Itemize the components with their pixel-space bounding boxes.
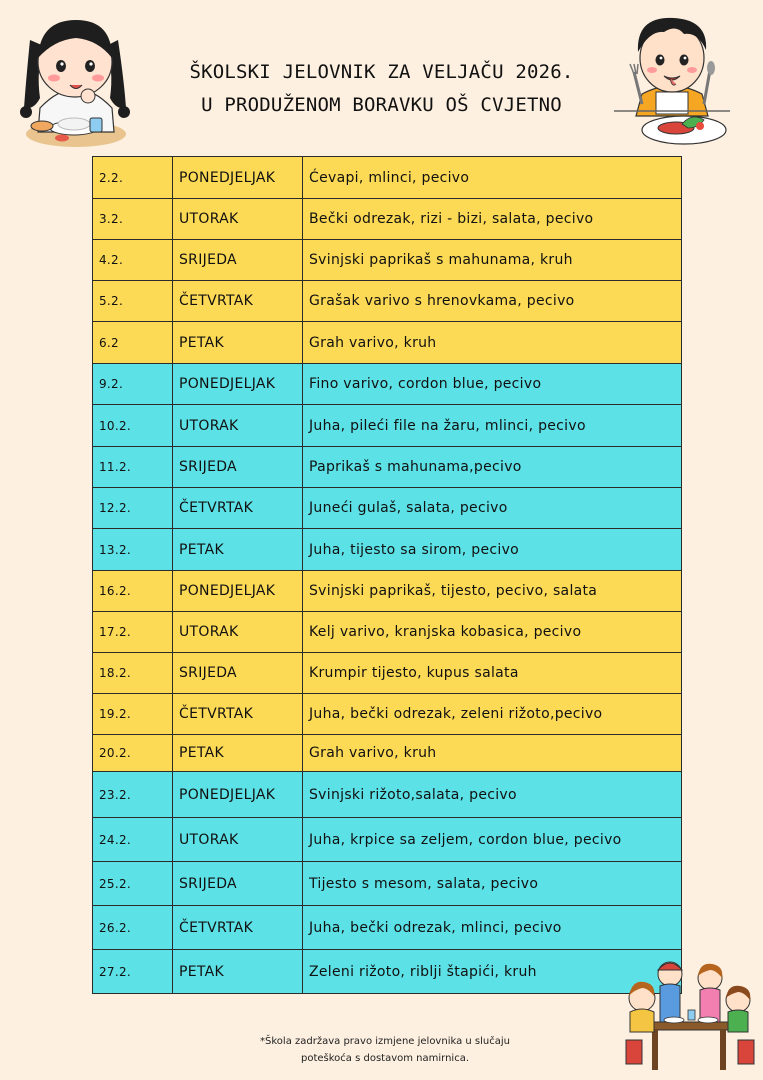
boy-eating-icon bbox=[612, 8, 732, 148]
menu-day: UTORAK bbox=[173, 612, 303, 653]
menu-day: PETAK bbox=[173, 950, 303, 994]
menu-day: SRIJEDA bbox=[173, 240, 303, 281]
menu-row bbox=[93, 405, 682, 447]
menu-meal: Juha, pileći file na žaru, mlinci, pecivo bbox=[303, 405, 682, 447]
menu-date: 20.2. bbox=[93, 735, 173, 772]
menu-day: UTORAK bbox=[173, 818, 303, 862]
menu-row bbox=[93, 281, 682, 322]
menu-meal: Svinjski paprikaš s mahunama, kruh bbox=[303, 240, 682, 281]
menu-day: SRIJEDA bbox=[173, 862, 303, 906]
menu-meal: Krumpir tijesto, kupus salata bbox=[303, 653, 682, 694]
menu-day: UTORAK bbox=[173, 199, 303, 240]
menu-row bbox=[93, 199, 682, 240]
menu-table bbox=[92, 156, 682, 994]
menu-row bbox=[93, 240, 682, 281]
menu-row bbox=[93, 364, 682, 405]
menu-meal: Kelj varivo, kranjska kobasica, pecivo bbox=[303, 612, 682, 653]
menu-date: 18.2. bbox=[93, 653, 173, 694]
menu-date: 11.2. bbox=[93, 447, 173, 488]
menu-meal: Juha, bečki odrezak, mlinci, pecivo bbox=[303, 906, 682, 950]
menu-day: ČETVRTAK bbox=[173, 906, 303, 950]
children-at-table-icon bbox=[612, 952, 760, 1078]
menu-day: UTORAK bbox=[173, 405, 303, 447]
menu-meal: Tijesto s mesom, salata, pecivo bbox=[303, 862, 682, 906]
menu-date: 6.2 bbox=[93, 322, 173, 364]
menu-meal: Paprikaš s mahunama,pecivo bbox=[303, 447, 682, 488]
menu-day: SRIJEDA bbox=[173, 653, 303, 694]
menu-meal: Grah varivo, kruh bbox=[303, 735, 682, 772]
menu-meal: Juha, bečki odrezak, zeleni rižoto,pecivo bbox=[303, 694, 682, 735]
menu-row bbox=[93, 488, 682, 529]
title-line-1: ŠKOLSKI JELOVNIK ZA VELJAČU 2026. bbox=[189, 61, 574, 83]
footer-note bbox=[220, 1033, 550, 1067]
menu-day: SRIJEDA bbox=[173, 447, 303, 488]
menu-meal: Svinjski rižoto,salata, pecivo bbox=[303, 772, 682, 818]
menu-day: ČETVRTAK bbox=[173, 281, 303, 322]
page-title bbox=[150, 56, 613, 122]
menu-row bbox=[93, 447, 682, 488]
menu-row bbox=[93, 735, 682, 772]
menu-meal: Juneći gulaš, salata, pecivo bbox=[303, 488, 682, 529]
menu-row bbox=[93, 818, 682, 862]
menu-day: PETAK bbox=[173, 735, 303, 772]
menu-row bbox=[93, 772, 682, 818]
menu-meal: Zeleni rižoto, riblji štapići, kruh bbox=[303, 950, 682, 994]
menu-date: 2.2. bbox=[93, 157, 173, 199]
menu-day: PETAK bbox=[173, 322, 303, 364]
menu-day: ČETVRTAK bbox=[173, 488, 303, 529]
menu-day: PONEDJELJAK bbox=[173, 571, 303, 612]
menu-row bbox=[93, 322, 682, 364]
menu-meal: Grašak varivo s hrenovkama, pecivo bbox=[303, 281, 682, 322]
menu-date: 23.2. bbox=[93, 772, 173, 818]
menu-meal: Juha, tijesto sa sirom, pecivo bbox=[303, 529, 682, 571]
menu-day: PONEDJELJAK bbox=[173, 364, 303, 405]
menu-date: 25.2. bbox=[93, 862, 173, 906]
menu-row bbox=[93, 157, 682, 199]
menu-date: 9.2. bbox=[93, 364, 173, 405]
title-line-2: U PRODUŽENOM BORAVKU OŠ CVJETNO bbox=[201, 94, 562, 116]
menu-date: 19.2. bbox=[93, 694, 173, 735]
girl-eating-icon bbox=[14, 10, 136, 152]
footer-note-line-1: *Škola zadržava pravo izmjene jelovnika u slučaju bbox=[260, 1036, 510, 1047]
menu-row bbox=[93, 862, 682, 906]
menu-date: 5.2. bbox=[93, 281, 173, 322]
menu-meal: Grah varivo, kruh bbox=[303, 322, 682, 364]
menu-date: 24.2. bbox=[93, 818, 173, 862]
menu-day: ČETVRTAK bbox=[173, 694, 303, 735]
menu-date: 10.2. bbox=[93, 405, 173, 447]
menu-day: PETAK bbox=[173, 529, 303, 571]
menu-date: 27.2. bbox=[93, 950, 173, 994]
menu-date: 4.2. bbox=[93, 240, 173, 281]
menu-row bbox=[93, 571, 682, 612]
menu-date: 16.2. bbox=[93, 571, 173, 612]
menu-row bbox=[93, 529, 682, 571]
menu-date: 17.2. bbox=[93, 612, 173, 653]
menu-meal: Fino varivo, cordon blue, pecivo bbox=[303, 364, 682, 405]
menu-row bbox=[93, 653, 682, 694]
menu-date: 3.2. bbox=[93, 199, 173, 240]
menu-row bbox=[93, 694, 682, 735]
menu-date: 13.2. bbox=[93, 529, 173, 571]
menu-meal: Bečki odrezak, rizi - bizi, salata, pecivo bbox=[303, 199, 682, 240]
menu-meal: Juha, krpice sa zeljem, cordon blue, pecivo bbox=[303, 818, 682, 862]
menu-meal: Svinjski paprikaš, tijesto, pecivo, salata bbox=[303, 571, 682, 612]
menu-row bbox=[93, 950, 682, 994]
menu-day: PONEDJELJAK bbox=[173, 772, 303, 818]
menu-row bbox=[93, 612, 682, 653]
menu-date: 26.2. bbox=[93, 906, 173, 950]
menu-day: PONEDJELJAK bbox=[173, 157, 303, 199]
menu-meal: Ćevapi, mlinci, pecivo bbox=[303, 157, 682, 199]
menu-date: 12.2. bbox=[93, 488, 173, 529]
menu-row bbox=[93, 906, 682, 950]
footer-note-line-2: poteškoća s dostavom namirnica. bbox=[300, 1053, 470, 1064]
